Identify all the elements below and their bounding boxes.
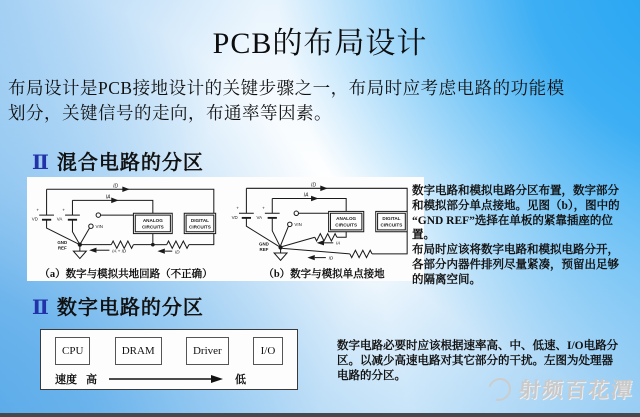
note-line: 数字电路和模拟电路分区布置，数字部分 (412, 185, 619, 197)
section-title: 数字电路的分区 (56, 297, 204, 319)
speed-high-label: 高 (86, 374, 97, 386)
plus-sign: + (35, 207, 39, 213)
page-title: PCB的布局设计 (212, 27, 428, 60)
current-label: IA (105, 194, 111, 201)
block-io: I/O (253, 337, 283, 365)
speed-low-label: 低 (235, 374, 246, 386)
current-label: IA (303, 192, 309, 199)
current-label: ID (328, 255, 334, 261)
circuit-labels (232, 182, 403, 260)
diagram-single-point-ground (225, 177, 423, 281)
watermark-logo-icon (484, 373, 515, 404)
gnd-label: GND (259, 241, 269, 247)
single-point-circuit-svg (228, 180, 420, 265)
section-digital-heading (32, 291, 204, 320)
diagram-b-caption: （b）数字与模拟单点接地 (263, 269, 385, 280)
source-label: VA (56, 216, 62, 222)
plus-sign: + (262, 205, 265, 211)
note-line: 布局时应该将数字电路和模拟电路分开， (412, 244, 619, 257)
vin-label: VIN (95, 224, 103, 230)
shared-ground-circuit-svg (29, 180, 224, 265)
ref-label: REF (57, 245, 67, 251)
digital-box-label: CIRCUITS (380, 222, 403, 228)
source-label: VA (256, 214, 263, 220)
block-cpu: CPU (55, 337, 90, 365)
current-label: ID (112, 183, 118, 190)
current-label: IA (336, 240, 341, 246)
note-line: 电路的分区。 (337, 370, 406, 382)
note-line: 和模拟部分单点接地。见图（b），图中的 (412, 199, 620, 212)
section-mixed-heading (32, 146, 204, 175)
speed-label: 速度 (55, 374, 77, 386)
plus-sign: + (236, 205, 239, 211)
watermark (487, 374, 635, 404)
current-label: IA + ID (111, 248, 126, 254)
bottom-bar (0, 413, 640, 417)
mixed-circuit-note (412, 184, 634, 288)
ref-label: REF (259, 247, 269, 253)
mixed-circuit-figure-panel (27, 177, 424, 281)
plus-sign: + (61, 207, 65, 213)
note-line: “GND REF”选择在单板的紧靠插座的位置。 (412, 214, 613, 242)
digital-partition-figure-panel (40, 329, 298, 390)
intro-line: 划分，关键信号的走向，布通率等因素。 (8, 103, 332, 123)
section-marker: Ⅱ (32, 152, 50, 174)
block-dram: DRAM (115, 337, 162, 365)
note-line: 各部分内器件排列尽量紧凑，预留出足够 (412, 258, 619, 271)
source-label: VD (31, 216, 38, 222)
speed-arrow (107, 374, 225, 384)
source-label: VD (231, 214, 238, 220)
current-label: ID (174, 249, 180, 255)
digital-box-label: DIGITAL (382, 216, 401, 222)
analog-box-label: CIRCUITS (335, 222, 358, 228)
analog-box-label: CIRCUITS (141, 224, 164, 230)
note-line: 的隔离空间。 (412, 273, 481, 286)
note-line: 区。以减少高速电路对其它部分的干扰。左图为处理器 (337, 355, 613, 367)
blocks-row (55, 337, 283, 365)
analog-box-label: ANALOG (336, 216, 357, 222)
note-line: 数字电路必要时应该根据速率高、中、低速、I/O电路分 (337, 340, 619, 352)
digital-box-label: DIGITAL (190, 218, 209, 224)
speed-axis (55, 371, 283, 387)
block-driver: Driver (186, 337, 229, 365)
digital-box-label: CIRCUITS (188, 224, 211, 230)
gnd-label: GND (56, 239, 67, 245)
diagram-a-caption: （a）数字与模拟共地回路（不正确） (39, 269, 213, 280)
vin-label: VIN (294, 222, 302, 228)
section-marker: Ⅱ (32, 297, 50, 319)
current-label: ID (311, 182, 317, 189)
watermark-text: 射频百花潭 (518, 378, 635, 402)
intro-paragraph (8, 76, 608, 126)
analog-box-label: ANALOG (142, 218, 163, 224)
diagram-shared-ground (27, 177, 225, 281)
section-title: 混合电路的分区 (56, 152, 204, 174)
intro-line: 布局设计是PCB接地设计的关键步骤之一，布局时应考虑电路的功能模 (8, 78, 565, 98)
